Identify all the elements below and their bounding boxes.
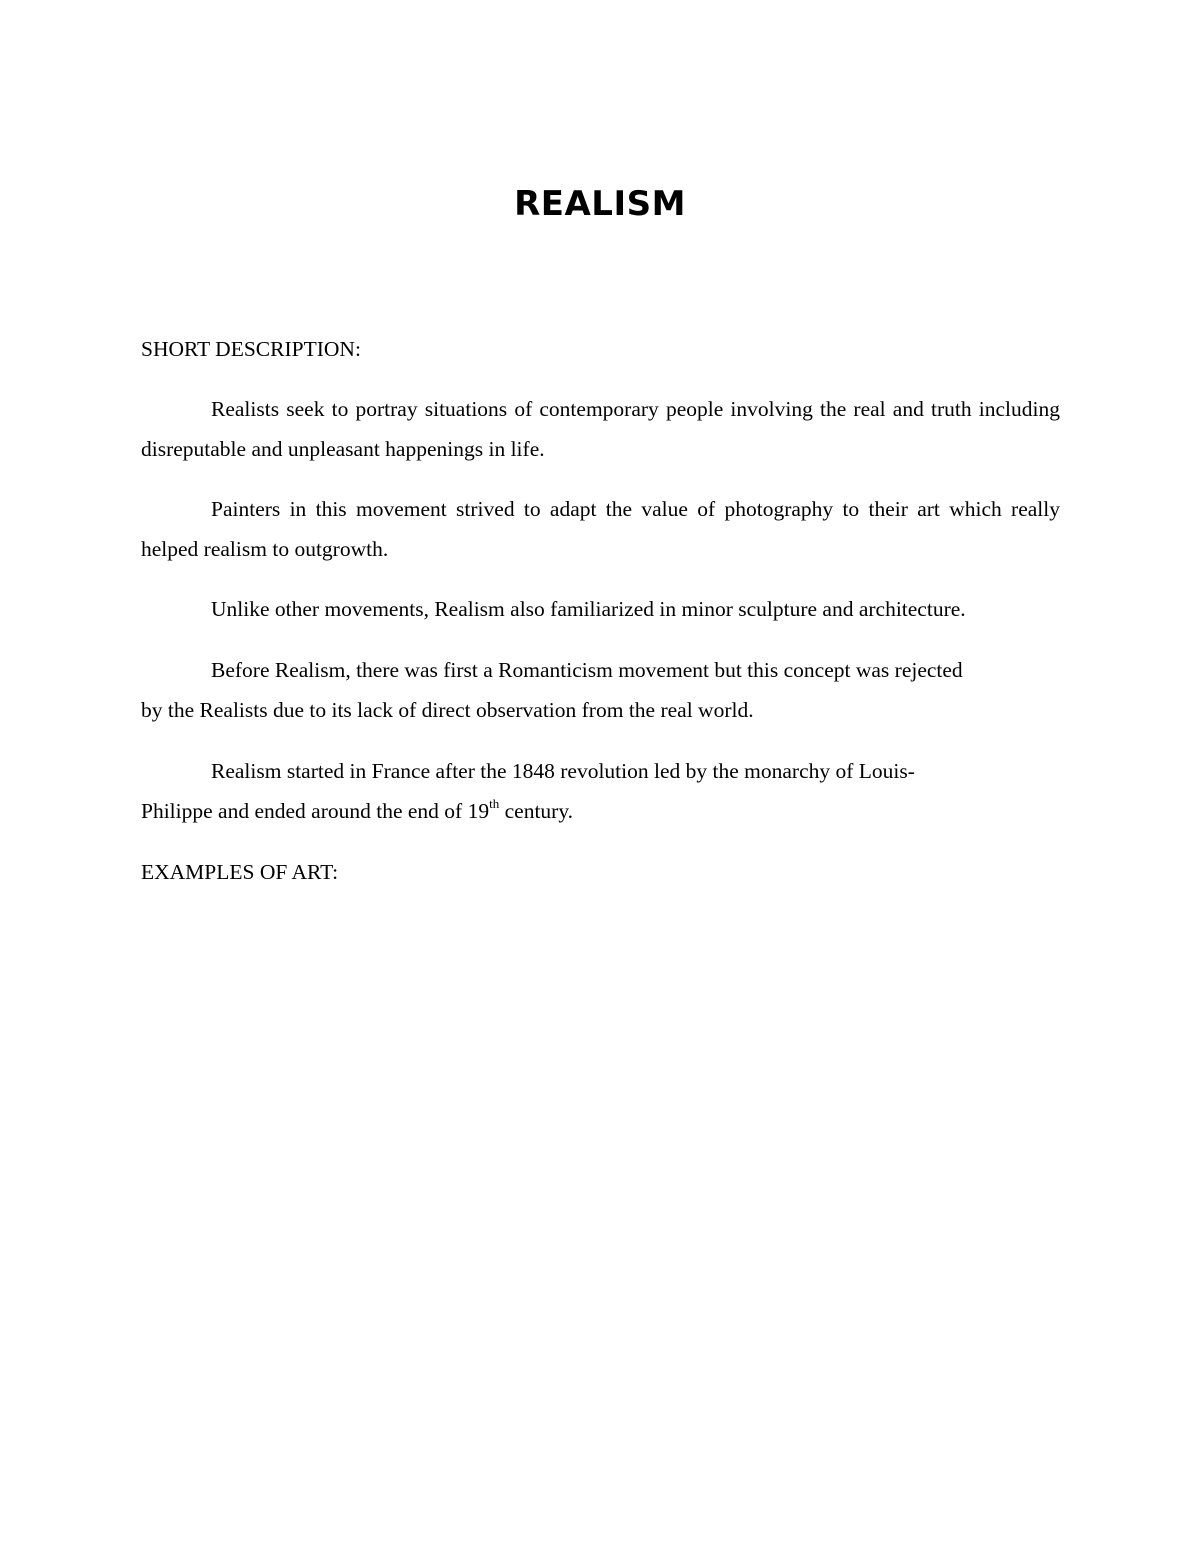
paragraph-5-line-2 xyxy=(141,791,1060,831)
examples-heading: EXAMPLES OF ART: xyxy=(141,860,339,884)
paragraph-4 xyxy=(141,650,1060,730)
paragraph-4-line-2: by the Realists due to its lack of direct observation from the real world. xyxy=(141,698,754,722)
paragraph-2: Painters in this movement strived to adapt the value of photography to their art which really helped realism to outgrowth. xyxy=(141,497,1060,561)
paragraph-5-line-2-end: century. xyxy=(499,799,574,823)
paragraph-5 xyxy=(141,751,1060,831)
page-title: REALISM xyxy=(514,184,686,224)
paragraph-1: Realists seek to portray situations of contemporary people involving the real and truth including disreputable and unpleasant happenings in life. xyxy=(141,397,1060,461)
short-description-heading: SHORT DESCRIPTION: xyxy=(141,337,361,361)
ordinal-superscript: th xyxy=(489,795,500,811)
paragraph-3: Unlike other movements, Realism also familiarized in minor sculpture and architecture. xyxy=(211,597,966,621)
paragraph-5-line-2-text: Philippe and ended around the end of 19 xyxy=(141,799,490,823)
paragraph-4-line-1: Before Realism, there was first a Romanticism movement but this concept was rejected xyxy=(211,658,963,682)
paragraph-5-line-1: Realism started in France after the 1848 revolution led by the monarchy of Louis- xyxy=(211,759,915,783)
